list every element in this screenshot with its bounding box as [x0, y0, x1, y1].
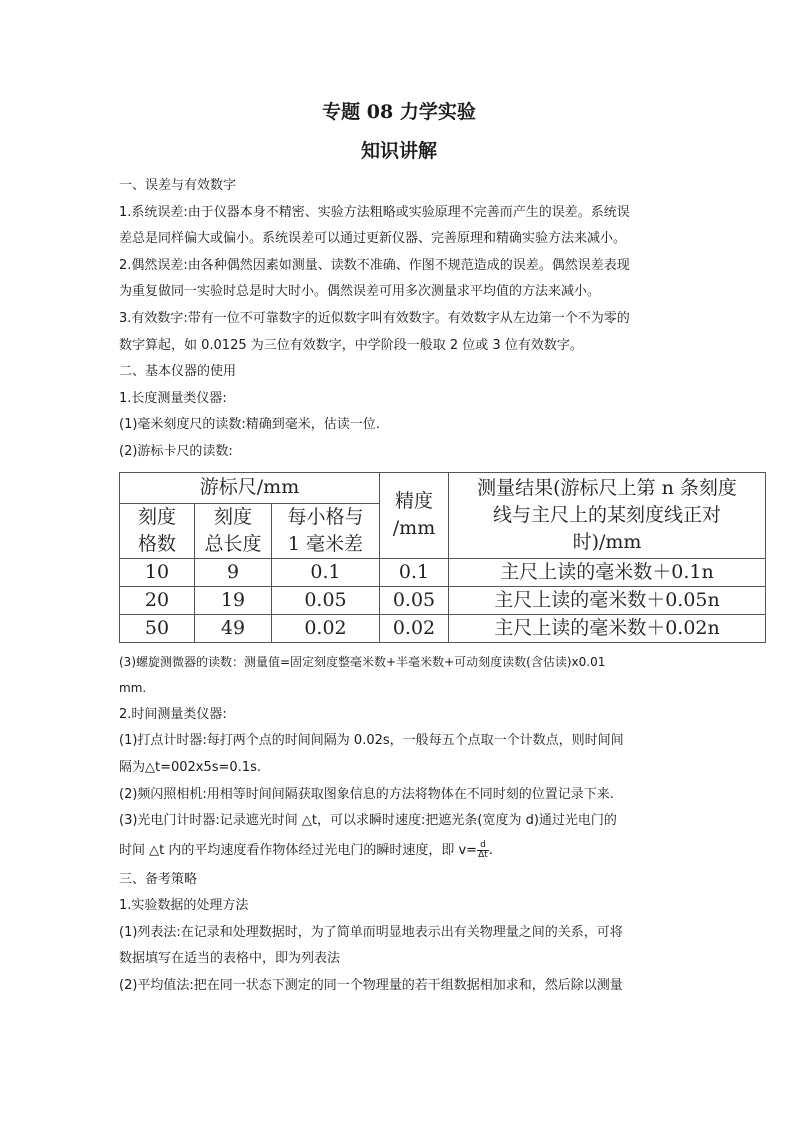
text-line: 1.长度测量类仪器: [119, 390, 227, 406]
table-header-group: 游标尺/mm [120, 472, 380, 503]
page-subtitle: 知识讲解 [360, 140, 437, 162]
cell-total: 9 [195, 558, 272, 586]
section-instruments [119, 649, 679, 867]
text-line: 三、备考策略 [119, 871, 198, 887]
table-header-result: 测量结果(游标尺上第 n 条刻度 线与主尺上的某刻度线正对 时)/mm [449, 472, 766, 558]
section-strategy [119, 867, 679, 1000]
cell-total: 19 [195, 586, 272, 614]
table-row [120, 586, 766, 614]
cell-scale: 50 [120, 614, 195, 642]
text-line: 数字算起，如 0.0125 为三位有效数字，中学阶段一般取 2 位或 3 位有效数字。 [119, 337, 583, 353]
formula-suffix: . [488, 842, 493, 858]
text-line: 2.时间测量类仪器: [119, 706, 227, 722]
text-line: (1)列表法:在记录和处理数据时，为了简单而明显地表示出有关物理量之间的关系，可将 [119, 924, 623, 940]
cell-diff: 0.02 [272, 614, 380, 642]
table-header-diff: 每小格与 1 毫米差 [272, 503, 380, 558]
text-line: 3.有效数字:带有一位不可靠数字的近似数字叫有效数字。有效数字从左边第一个不为零的 [119, 310, 630, 326]
cell-total: 49 [195, 614, 272, 642]
text-line: (2)游标卡尺的读数: [119, 443, 233, 459]
cell-precision: 0.02 [380, 614, 449, 642]
text-line: (1)打点计时器:每打两个点的时间间隔为 0.02s，一般每五个点取一个计数点，则时间间 [119, 733, 624, 749]
text-line: (3)螺旋测微器的读数：测量值=固定刻度整毫米数+半毫米数+可动刻度读数(含估读)x0.01 [119, 654, 606, 669]
table-row [120, 614, 766, 642]
text-line: 2.偶然误差:由各种偶然因素如测量、读数不准确、作图不规范造成的误差。偶然误差表现 [119, 257, 630, 273]
text-line: (3)光电门计时器:记录遮光时间 △t，可以求瞬时速度:把遮光条(宽度为 d)通过光电门的 [119, 813, 617, 829]
cell-precision: 0.1 [380, 558, 449, 586]
cell-scale: 20 [120, 586, 195, 614]
table-header-scale: 刻度 格数 [120, 503, 195, 558]
section-errors [119, 173, 679, 466]
formula-line [119, 835, 679, 867]
text-line: 数据填写在适当的表格中，即为列表法 [119, 951, 341, 967]
cell-result: 主尺上读的毫米数＋0.05n [449, 586, 766, 614]
text-line: 1.系统误差:由于仪器本身不精密、实验方法粗略或实验原理不完善而产生的误差。系统误 [119, 204, 630, 220]
text-line: (1)毫米刻度尺的读数:精确到毫米，估读一位. [119, 417, 380, 433]
text-line: mm. [119, 681, 147, 696]
velocity-fraction [477, 841, 489, 860]
text-line: (2)频闪照相机:用相等时间间隔获取图象信息的方法将物体在不同时刻的位置记录下来. [119, 786, 614, 802]
fraction-numerator: d [477, 841, 489, 851]
text-line: 差总是同样偏大或偏小。系统误差可以通过更新仪器、完善原理和精确实验方法来减小。 [119, 231, 627, 247]
text-line: 1.实验数据的处理方法 [119, 898, 249, 914]
vernier-caliper-table [119, 472, 766, 643]
cell-precision: 0.05 [380, 586, 449, 614]
table-header-precision: 精度 /mm [380, 472, 449, 558]
text-line: (2)平均值法:把在同一状态下测定的同一个物理量的若干组数据相加求和，然后除以测量 [119, 978, 623, 994]
cell-diff: 0.05 [272, 586, 380, 614]
table-row [120, 558, 766, 586]
cell-result: 主尺上读的毫米数＋0.1n [449, 558, 766, 586]
document-body [119, 96, 737, 1000]
text-line: 为重复做同一实验时总是时大时小。偶然误差可用多次测量求平均值的方法来减小。 [119, 284, 601, 300]
text-line: 一、误差与有效数字 [119, 178, 237, 193]
table-header-total: 刻度 总长度 [195, 503, 272, 558]
cell-diff: 0.1 [272, 558, 380, 586]
cell-scale: 10 [120, 558, 195, 586]
text-line: 二、基本仪器的使用 [119, 364, 237, 380]
formula-prefix: 时间 △t 内的平均速度看作物体经过光电门的瞬时速度，即 v= [119, 842, 478, 858]
page-title: 专题 08 力学实验 [322, 101, 476, 123]
vernier-table-wrap [119, 472, 766, 643]
cell-result: 主尺上读的毫米数＋0.02n [449, 614, 766, 642]
fraction-denominator: Δt [478, 849, 488, 860]
text-line: 隔为△t=002x5s=0.1s. [119, 759, 262, 775]
